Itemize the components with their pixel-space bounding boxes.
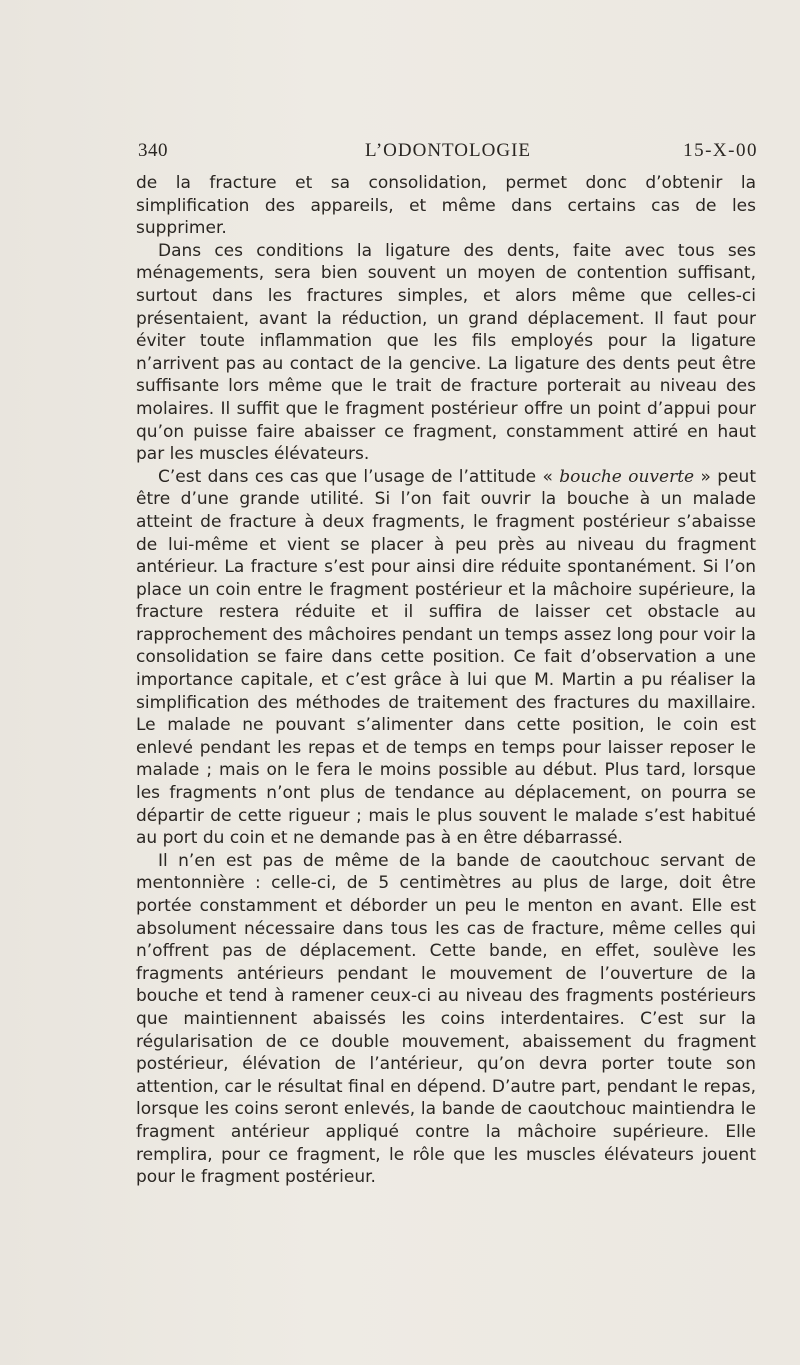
paragraph-1: de la fracture et sa consolidation, permet donc d’obtenir la simplification des appareils, et même dans certains cas de les supprimer. — [136, 173, 756, 239]
issue-date: 15-X-00 — [683, 140, 758, 161]
journal-title: L’ODONTOLOGIE — [364, 140, 532, 161]
italic-phrase: bouche ouverte — [559, 466, 695, 487]
paragraph-3-before: C’est dans ces cas que l’usage de l’attitude « — [158, 466, 560, 487]
paragraph-2: Dans ces conditions la ligature des dents, faite avec tous ses ménagements, sera bien souvent un moyen de contention suffisant, surtout dans les fractures simples, et alors même que celles-ci présentaient, avant la réduction, un grand déplacement. Il faut pour éviter toute inflammation que les fils employés pour la ligature n’arrivent pas au contact de la gencive. La ligature des dents peut être suffisante lors même que le trait de fracture porterait au niveau des molaires. Il suffit que le fragment postérieur offre un point d’appui pour qu’on puisse faire abaisser ce fragment, constamment attiré en haut par les muscles élévateurs. — [136, 240, 756, 465]
page-number: 340 — [138, 140, 168, 161]
running-header — [138, 140, 758, 166]
paragraph-3 — [136, 466, 756, 850]
paragraph-4: Il n’en est pas de même de la bande de caoutchouc servant de mentonnière : celle-ci, de 5 centimètres au plus de large, doit être portée constamment et déborder un peu le menton en avant. Elle est absolument nécessaire dans tous les cas de fracture, même celles qui n’offrent pas de déplacement. Cette bande, en effet, soulève les fragments antérieurs pendant le mouvement de l’ouverture de la bouche et tend à ramener ceux-ci au niveau des fragments postérieurs que maintiennent abaissés les coins interdentaires. C’est sur la régularisation de ce double mouvement, abaissement du fragment postérieur, élévation de l’antérieur, qu’on devra porter toute son attention, car le résultat final en dépend. D’autre part, pendant le repas, lorsque les coins seront enlevés, la bande de caoutchouc maintiendra le fragment antérieur appliqué contre la mâchoire supérieure. Elle remplira, pour ce fragment, le rôle que les muscles élévateurs jouent pour le fragment postérieur. — [136, 850, 756, 1188]
article-body — [136, 172, 756, 1189]
paragraph-3-after: » peut être d’une grande utilité. Si l’on fait ouvrir la bouche à un malade atteint de fracture à deux fragments, le fragment postérieur s’abaisse de lui-même et vient se placer à peu près au niveau du fragment antérieur. La fracture s’est pour ainsi dire réduite spontanément. Si l’on place un coin entre le fragment postérieur et la mâchoire supérieure, la fracture restera réduite et il suffira de laisser cet obstacle au rapprochement des mâchoires pendant un temps assez long pour voir la consolidation se faire dans cette position. Ce fait d’observation a une importance capitale, et c’est grâce à lui que M. Martin a pu réaliser la simplification des méthodes de traitement des fractures du maxillaire. Le malade ne pouvant s’alimenter dans cette position, le coin est enlevé pendant les repas et de temps en temps pour laisser reposer le malade ; mais on le fera le moins possible au début. Plus tard, lorsque les fragments n’ont plus de tendance au déplacement, on pourra se départir de cette rigueur ; mais le plus souvent le malade s’est habitué au port du coin et ne demande pas à en être débarrassé. — [136, 466, 756, 849]
